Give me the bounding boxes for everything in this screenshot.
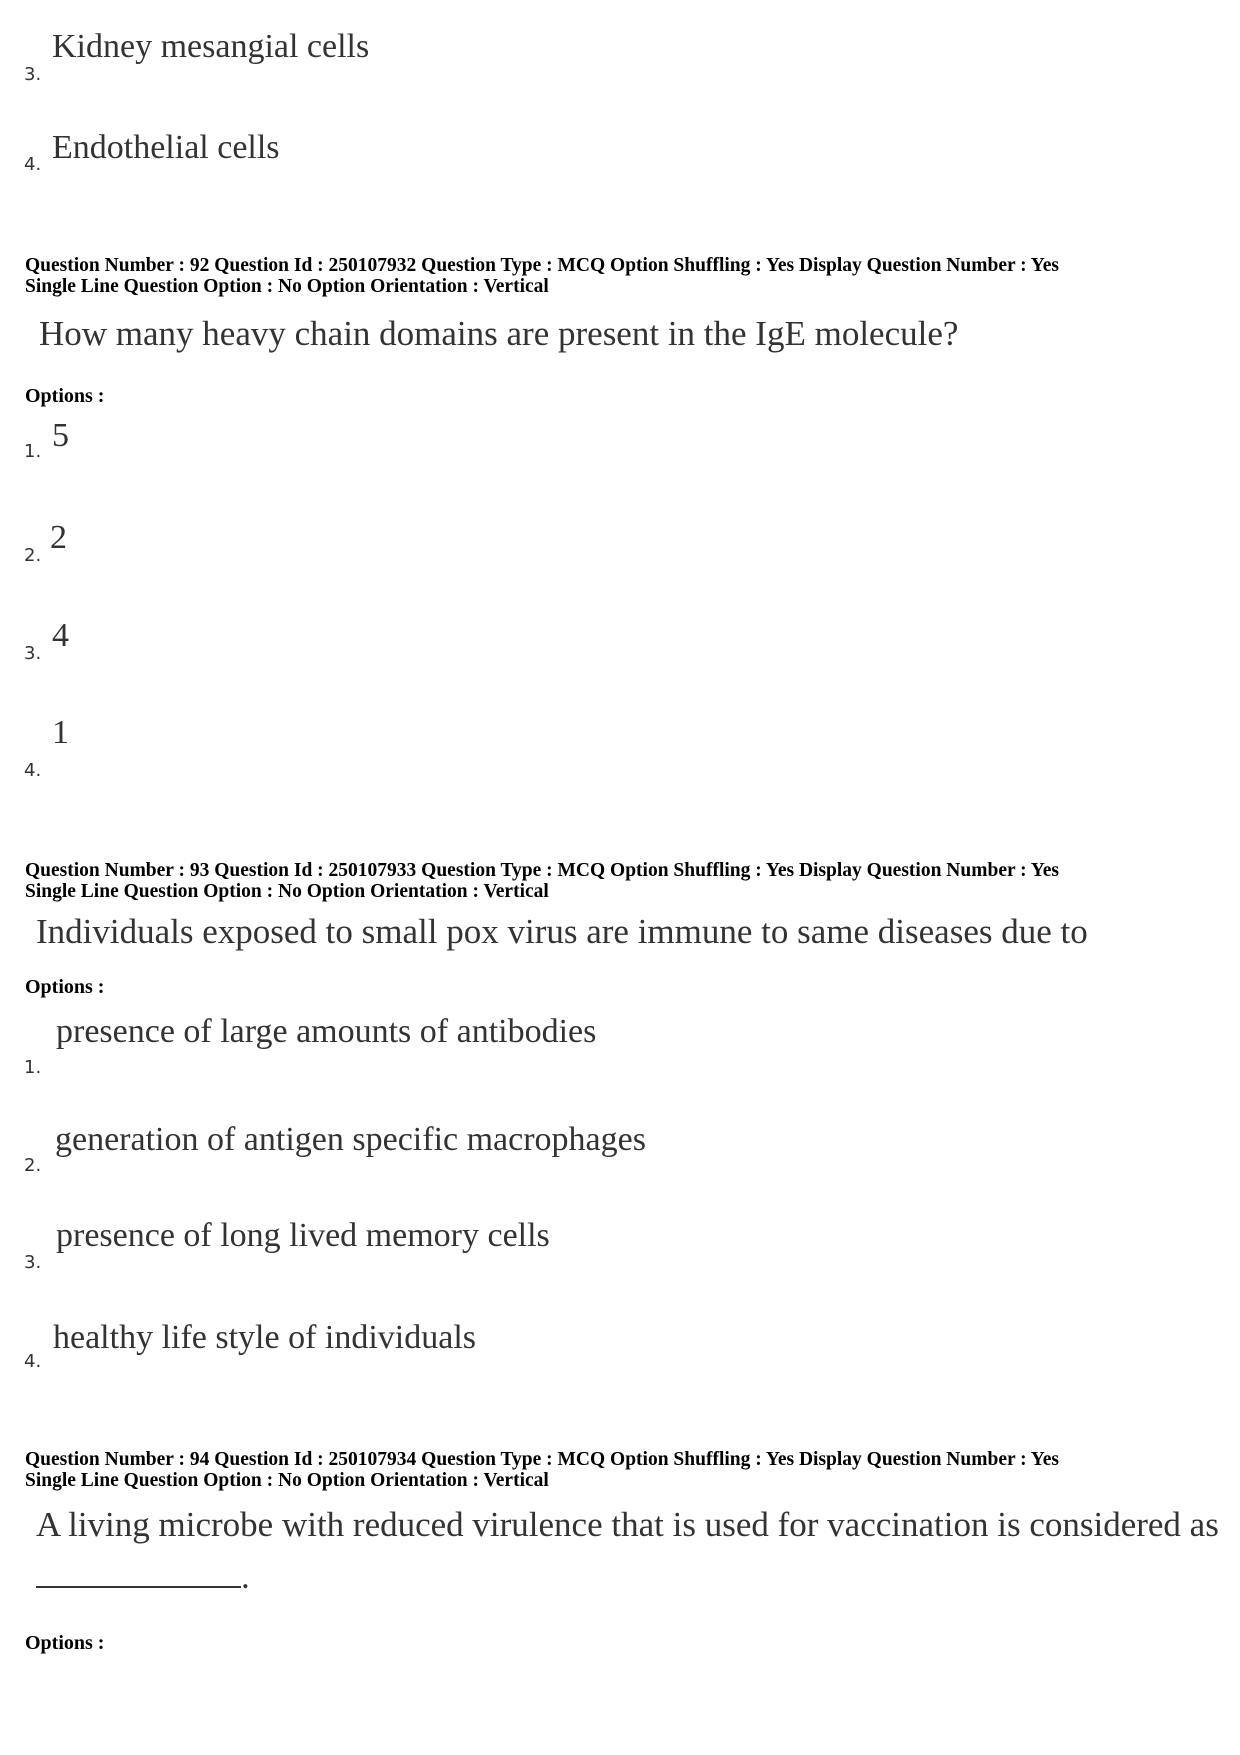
option-number: 4. <box>24 760 42 781</box>
question-meta-line2: Single Line Question Option : No Option Orientation : Vertical <box>25 881 549 902</box>
option-number: 1. <box>24 441 42 462</box>
question-meta-line2: Single Line Question Option : No Option Orientation : Vertical <box>25 1470 549 1491</box>
question-meta-line2: Single Line Question Option : No Option Orientation : Vertical <box>25 276 549 297</box>
option-text: 2 <box>50 519 67 556</box>
question-text: How many heavy chain domains are present in the IgE molecule? <box>39 314 959 353</box>
option-text: healthy life style of individuals <box>53 1319 477 1356</box>
option-number: 1. <box>24 1057 42 1078</box>
question-meta <box>25 860 1059 902</box>
option-number: 4. <box>24 1351 42 1372</box>
option-number: 4. <box>24 154 42 175</box>
option-text: presence of large amounts of antibodies <box>56 1013 597 1050</box>
option-text: 5 <box>52 417 69 454</box>
question-meta-line1: Question Number : 93 Question Id : 250107933 Question Type : MCQ Option Shuffling : Yes Display Question Number : Yes <box>25 860 1059 881</box>
question-meta-line1: Question Number : 92 Question Id : 250107932 Question Type : MCQ Option Shuffling : Yes Display Question Number : Yes <box>25 255 1059 276</box>
question-meta-line1: Question Number : 94 Question Id : 250107934 Question Type : MCQ Option Shuffling : Yes Display Question Number : Yes <box>25 1449 1059 1470</box>
question-meta <box>25 1449 1059 1491</box>
question-text: Individuals exposed to small pox virus are immune to same diseases due to <box>36 912 1088 951</box>
blank-suffix: . <box>241 1557 250 1596</box>
option-number: 3. <box>24 64 42 85</box>
option-number: 2. <box>24 545 42 566</box>
option-text: generation of antigen specific macrophages <box>55 1121 646 1158</box>
answer-blank <box>36 1557 250 1597</box>
option-text: 1 <box>52 714 69 751</box>
option-text: 4 <box>52 617 69 654</box>
option-text: presence of long lived memory cells <box>56 1217 550 1254</box>
question-meta <box>25 255 1059 297</box>
option-number: 2. <box>24 1155 42 1176</box>
options-label: Options : <box>25 976 105 998</box>
option-text: Kidney mesangial cells <box>52 28 370 65</box>
question-text: A living microbe with reduced virulence that is used for vaccination is considered as <box>36 1505 1219 1544</box>
option-number: 3. <box>24 1252 42 1273</box>
options-label: Options : <box>25 385 105 407</box>
option-number: 3. <box>24 643 42 664</box>
option-text: Endothelial cells <box>52 129 280 166</box>
blank-line <box>36 1558 241 1588</box>
options-label: Options : <box>25 1632 105 1654</box>
